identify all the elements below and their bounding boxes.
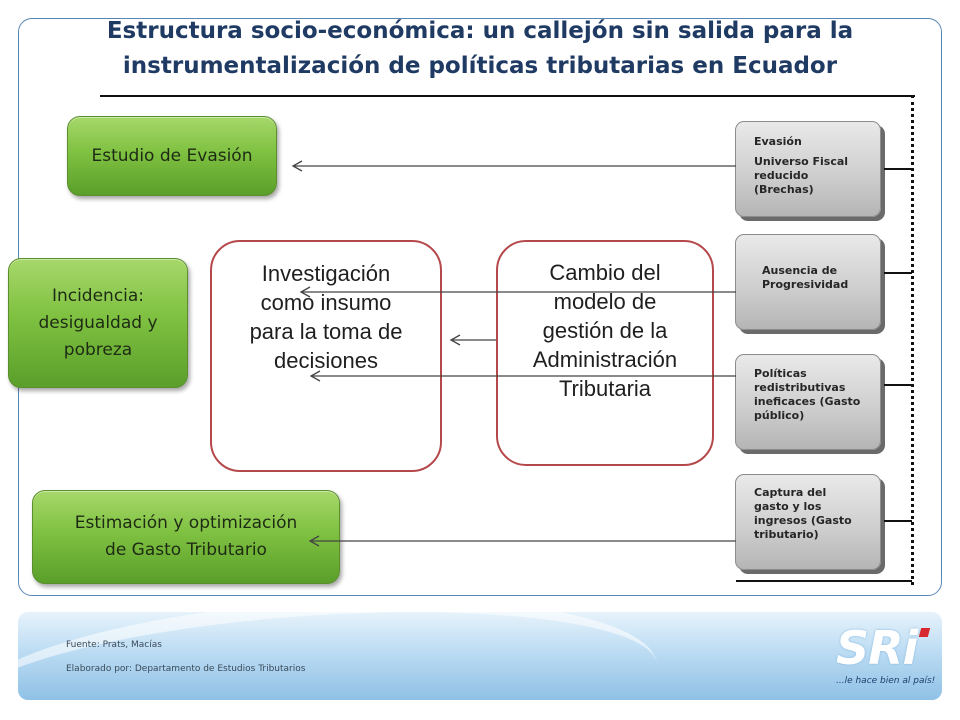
factor-captura-line-1: Captura del xyxy=(754,486,827,499)
factor-progresividad-line-1: Ausencia de xyxy=(762,264,838,277)
factor-evasion-line-2: reducido xyxy=(754,169,809,182)
box-gasto-line-2: de Gasto Tributario xyxy=(105,540,267,560)
box-investigacion-line-3: para la toma de xyxy=(249,319,403,344)
sri-logo-text: SRi xyxy=(836,621,918,675)
sri-logo-accent-mark xyxy=(919,628,930,637)
box-cambio-line-2: modelo de xyxy=(553,289,657,314)
factor-politicas-line-1: Políticas xyxy=(754,367,807,380)
box-incidencia-line-2: desigualdad y xyxy=(38,312,158,333)
title-line-2: instrumentalización de políticas tributarias en Ecuador xyxy=(122,53,838,79)
box-investigacion-line-4: decisiones xyxy=(274,348,378,373)
footer-wave-decoration xyxy=(18,612,663,700)
footer-elaborated: Elaborado por: Departamento de Estudios Tributarios xyxy=(66,664,306,674)
box-cambio-line-4: Administración xyxy=(532,347,678,372)
box-incidencia-line-3: pobreza xyxy=(63,339,133,360)
factor-politicas-line-2: redistributivas xyxy=(754,381,846,394)
box-cambio-line-3: gestión de la xyxy=(542,318,668,343)
box-estudio-evasion-label: Estudio de Evasión xyxy=(91,145,253,166)
factor-captura-line-4: tributario) xyxy=(754,528,819,541)
factor-evasion-title: Evasión xyxy=(754,135,802,148)
factor-captura-line-2: gasto y los xyxy=(754,500,822,513)
factor-captura-line-3: ingresos (Gasto xyxy=(754,514,852,527)
sri-slogan: ...le hace bien al país! xyxy=(836,676,936,686)
factor-progresividad-line-2: Progresividad xyxy=(762,278,849,291)
sri-logo xyxy=(834,622,938,692)
box-gasto-line-1: Estimación y optimización xyxy=(74,513,298,533)
box-cambio-line-1: Cambio del xyxy=(549,260,661,285)
factor-evasion-line-1: Universo Fiscal xyxy=(754,155,849,168)
factor-politicas-line-4: público) xyxy=(754,409,805,422)
footer-source: Fuente: Prats, Macías xyxy=(66,640,162,650)
footer-band xyxy=(18,612,942,700)
box-investigacion-line-1: Investigación xyxy=(261,261,391,286)
factor-politicas-line-3: ineficaces (Gasto xyxy=(754,395,861,408)
box-cambio-line-5: Tributaria xyxy=(558,376,652,401)
factor-evasion-line-3: (Brechas) xyxy=(754,183,814,196)
title-line-1: Estructura socio-económica: un callejón sin salida para la xyxy=(106,18,854,44)
box-investigacion-line-2: como insumo xyxy=(260,290,392,315)
box-incidencia-line-1: Incidencia: xyxy=(51,285,145,306)
